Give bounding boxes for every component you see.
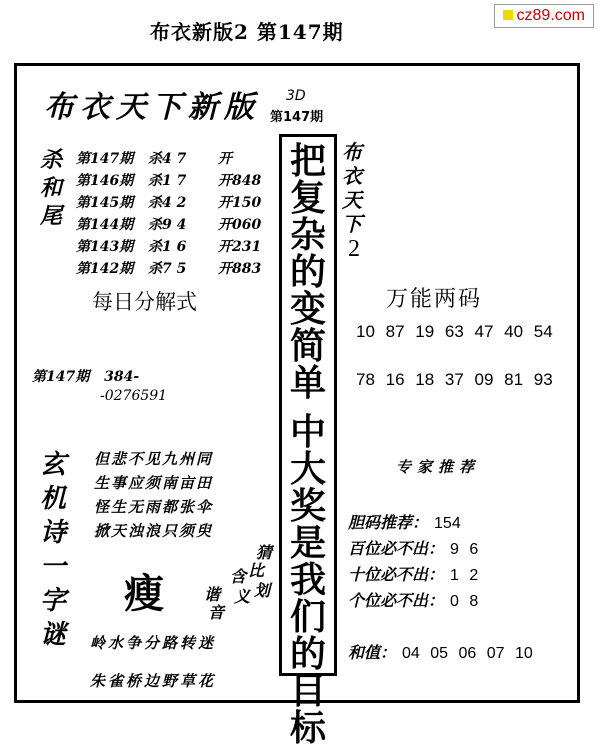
- kill-tail-table: [76, 148, 278, 280]
- row-open: 开150: [218, 195, 262, 211]
- slogan-char: 我: [289, 559, 326, 601]
- slogan-char: 大: [289, 448, 326, 490]
- table-row: [76, 192, 278, 214]
- slogan-char: 中: [289, 411, 326, 453]
- hint-char: 音: [208, 603, 225, 622]
- expert-item: [348, 510, 461, 533]
- row-issue: 第147期: [76, 151, 134, 167]
- poem-label-char: 字: [40, 586, 67, 616]
- right-title-char: 天: [342, 188, 362, 212]
- kill-tail-label-char: 杀: [40, 147, 63, 173]
- center-slogan-panel: [279, 134, 337, 749]
- right-title-char: 布: [342, 140, 362, 164]
- slogan-char: 标: [289, 707, 326, 749]
- main-title: 布衣天下新版: [44, 90, 260, 125]
- table-row: [76, 170, 278, 192]
- row-issue: 第146期: [76, 173, 134, 189]
- table-row: [76, 148, 278, 170]
- row-kill: 杀4 2: [148, 195, 187, 211]
- slogan-char: 是: [289, 522, 326, 564]
- expert-item: [348, 536, 478, 559]
- hint-char: 比: [248, 561, 265, 580]
- row-kill: 杀1 7: [148, 173, 187, 189]
- poem-label-char: 谜: [40, 620, 67, 650]
- expert-item-label: 十位必不出：: [348, 565, 445, 584]
- page-title: 布衣新版2 第147期: [150, 20, 344, 44]
- expert-item-value: 9 6: [450, 541, 479, 558]
- poem-lines: [94, 448, 213, 544]
- poem-line: 怪生无雨都张伞: [94, 498, 214, 516]
- expert-item-label: 胆码推荐：: [348, 513, 429, 532]
- expert-item-label: 百位必不出：: [348, 539, 445, 558]
- site-badge-text: cz89.com: [516, 7, 585, 24]
- row-issue: 第144期: [76, 217, 134, 233]
- kill-tail-label-char: 和: [40, 175, 63, 201]
- daily-value-1: 384-: [104, 369, 140, 385]
- expert-item-value: 0 8: [450, 593, 479, 610]
- poem-label-char: 玄: [40, 450, 67, 480]
- hint-char: 谐: [204, 585, 221, 604]
- badge-square-icon: [503, 10, 513, 20]
- two-codes-row: 78 16 18 37 09 81 93: [356, 370, 553, 389]
- slogan-char: 的: [289, 251, 326, 293]
- row-open: 开: [218, 151, 232, 167]
- hint-char: 义: [234, 587, 251, 606]
- poem-label-char: 诗: [40, 518, 67, 548]
- slogan-char: 简: [289, 325, 326, 367]
- poem-line: 生事应须南亩田: [94, 474, 214, 492]
- daily-issue-number: 第147期: [32, 369, 90, 385]
- row-kill: 杀4 7: [148, 151, 187, 167]
- site-badge[interactable]: [494, 4, 594, 28]
- poem-label-char: 一: [40, 552, 67, 582]
- expert-item: [348, 588, 478, 611]
- sum-value-label: 和值：: [348, 643, 397, 662]
- sum-value-values: 04 05 06 07 10: [402, 645, 533, 662]
- right-title-char: 衣: [342, 164, 362, 188]
- slogan-char: 复: [289, 177, 326, 219]
- row-kill: 杀9 4: [148, 217, 187, 233]
- table-row: [76, 214, 278, 236]
- row-open: 开231: [218, 239, 262, 255]
- daily-issue: [32, 366, 139, 386]
- right-title-char: 下: [342, 212, 362, 236]
- row-issue: 第145期: [76, 195, 134, 211]
- bottom-poem-line: 岭水争分路转迷: [90, 634, 217, 652]
- slogan-char: 奖: [289, 485, 326, 527]
- row-open: 开848: [218, 173, 262, 189]
- slogan-char: 的: [289, 633, 326, 675]
- row-issue: 第142期: [76, 261, 134, 277]
- slogan-char: 变: [289, 288, 326, 330]
- slogan-char: 杂: [289, 214, 326, 256]
- table-row: [76, 258, 278, 280]
- row-open: 开883: [218, 261, 262, 277]
- row-kill: 杀1 6: [148, 239, 187, 255]
- sub-issue: 第147期: [270, 110, 324, 125]
- expert-item-label: 个位必不出：: [348, 591, 445, 610]
- expert-title: 专家推荐: [396, 458, 481, 476]
- expert-item: [348, 562, 478, 585]
- slogan-char: 们: [289, 596, 326, 638]
- slogan-char: 把: [289, 140, 326, 182]
- poem-label-char: 机: [40, 484, 67, 514]
- poem-line: 但悲不见九州同: [94, 450, 214, 468]
- kill-tail-label-char: 尾: [40, 203, 63, 229]
- sub-3d-tag: 3D: [286, 88, 306, 104]
- slogan-char: 单: [289, 362, 326, 404]
- kill-tail-label: [40, 146, 62, 230]
- right-title: [342, 140, 362, 236]
- hint-char: 猜: [256, 543, 273, 562]
- daily-label: 每日分解式: [92, 291, 197, 314]
- slogan-char: 目: [289, 670, 326, 712]
- riddle-character: 瘦: [124, 570, 164, 617]
- hint-char: 含: [230, 567, 247, 586]
- expert-item-value: 154: [434, 515, 461, 532]
- expert-item-value: 1 2: [450, 567, 479, 584]
- right-title-number: 2: [348, 236, 360, 262]
- row-kill: 杀7 5: [148, 261, 187, 277]
- table-row: [76, 236, 278, 258]
- two-codes-title: 万能两码: [386, 286, 483, 311]
- row-open: 开060: [218, 217, 262, 233]
- hint-char: 划: [254, 581, 271, 600]
- bottom-poem-line: 朱雀桥边野草花: [90, 672, 217, 690]
- row-issue: 第143期: [76, 239, 134, 255]
- daily-value-2: -0276591: [100, 388, 168, 404]
- two-codes-row: 10 87 19 63 47 40 54: [356, 322, 553, 341]
- sum-value-row: [348, 640, 533, 663]
- poem-line: 掀天浊浪只须臾: [94, 522, 214, 540]
- poem-label: [40, 448, 66, 652]
